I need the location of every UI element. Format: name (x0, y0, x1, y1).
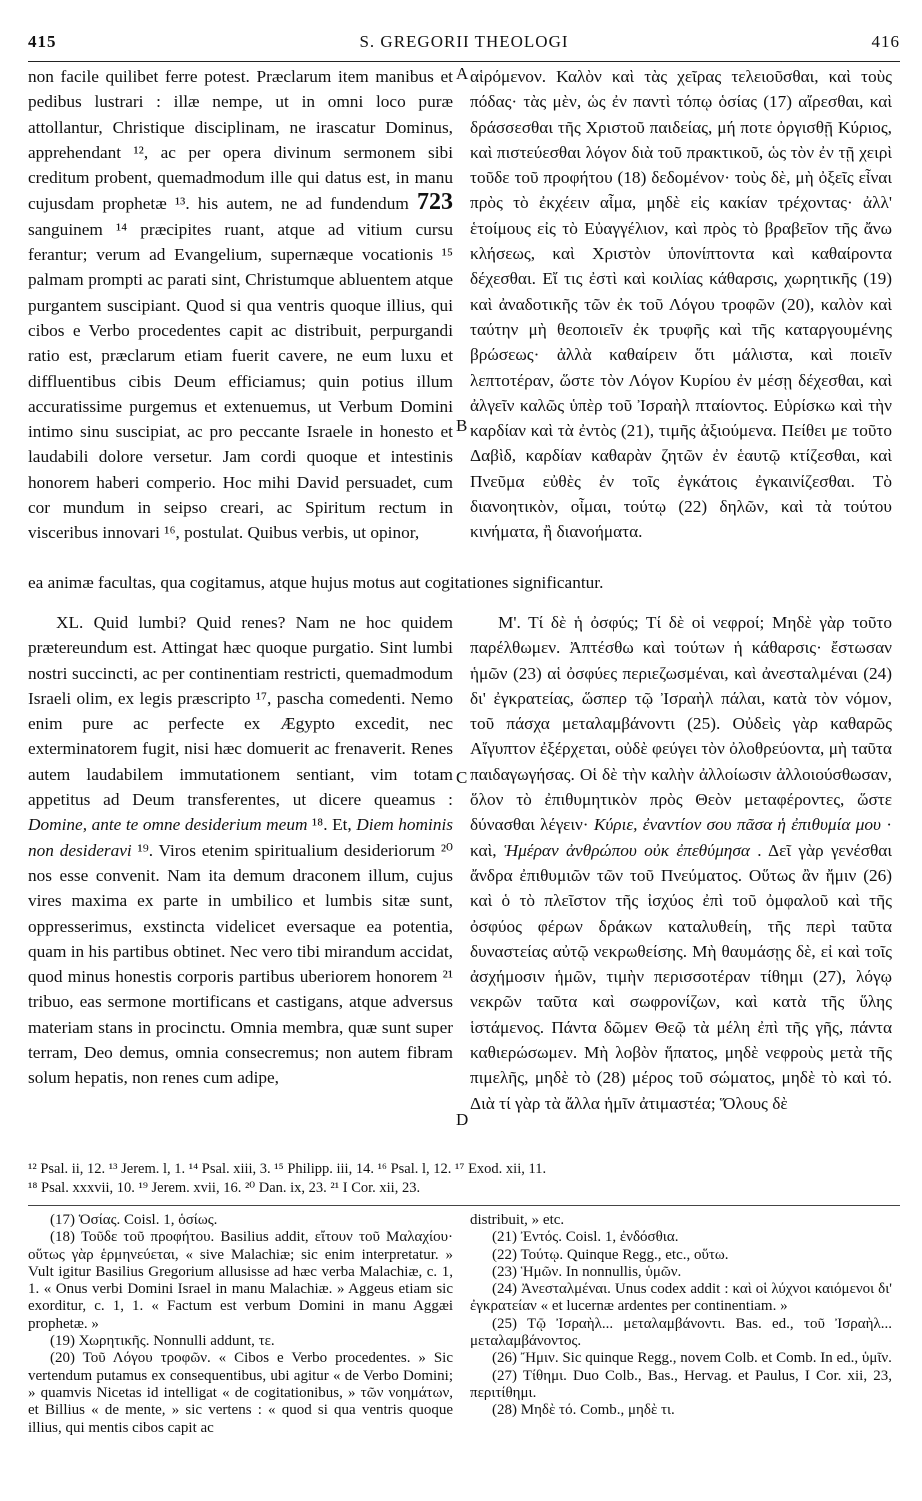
greek-quotation: Ἡμέραν ἀνθρώπου οὐκ ἐπεθύμησα (503, 840, 750, 860)
note-item: (23) Ἡμῶν. In nonnullis, ὑμῶν. (492, 1263, 682, 1280)
note-item: (19) Χωρητικῆς. Nonnulli addunt, τε. (50, 1333, 275, 1350)
latin-quotation: Domine, ante te omne desiderium meum (28, 815, 308, 835)
section-marker-d: D (456, 1110, 469, 1129)
references-line-1: ¹² Psal. ii, 12. ¹³ Jerem. l, 1. ¹⁴ Psal. xiii, 3. ¹⁵ Philipp. iii, 14. ¹⁶ Psal. l, 12. ¹⁷ Exod. xii, 11. (28, 1161, 547, 1177)
greek-text-part: . Δεῖ γὰρ γενέσθαι ἄνδρα ἐπιθυμιῶν τῶν τοῦ Πνεύματος. Οὕτως ἂν ἤμιν (26) καὶ ὁ τὸ πλεῖστον τῆς ἰσχύος ἐπὶ τοῦ ὀμφαλοῦ καὶ τῆς ὀσφύος φέρων δράκων καταλυθείη, τῆς περὶ ταῦτα δυναστείας αὐτῷ νεκρωθείσης. Μὴ θαυμάσῃς δὲ, εἰ καὶ τοῖς ἀσχήμοσιν ἡμῶν, τιμὴν περισσοτέραν τίθημι (27), λόγῳ νεκρῶν ταῦτα καὶ σωφρονίζων, καὶ κατὰ τῆς ὕλης ἱστάμενος. Πάντα δῶμεν Θεῷ τὰ μέλη ἐπὶ τῆς γῆς, πάντα καθιερώσωμεν. Μὴ λοβὸν ἥπατος, μηδὲ νεφροὺς μετὰ τῆς πιμελῆς, μηδὲ τὸ (28) μέρος τοῦ σώματος, μηδὲ τὸ καὶ τό. Διὰ τί γὰρ τὰ ἄλλα ἡμῖν ἀτιμαστέα; Ὅλους δὲ (470, 840, 892, 1113)
note-item: (17) Ὁσίας. Coisl. 1, ὁσίως. (50, 1212, 218, 1228)
greek-text-part: · καὶ, (470, 815, 892, 860)
greek-paragraph-m (470, 610, 892, 1116)
note-item: (21) Ἐντός. Coisl. 1, ἐνδόσθια. (492, 1229, 679, 1246)
note-item: (28) Μηδὲ τό. Comb., μηδὲ τι. (492, 1402, 675, 1419)
latin-column-bottom (28, 610, 453, 1091)
greek-quotation: Κύριε, ἐναντίον σου πᾶσα ἡ ἐπιθυμία μου (593, 815, 881, 835)
critical-notes-right (470, 1212, 892, 1420)
note-item: (18) Τοῦδε τοῦ προφήτου. Basilius addit, εἴτουν τοῦ Μαλαχίου· οὕτως γὰρ ἑρμηνεύεται, « sive Malachiæ; sic enim interpretatur. » Vult igitur Basilius Gregorium allusisse ad hæc verba Malachiæ, c. 1, 1. « Onus verbi Domini Israel in manu Malachiæ. » Aggeus etiam sic exorditur, c. 1, 1. « Factum est verbum Domini in manu Aggæi prophetæ. » (28, 1229, 453, 1332)
note-item: (22) Τούτῳ. Quinque Regg., etc., οὕτω. (492, 1246, 729, 1263)
latin-text-part: ¹⁸. Et, (312, 815, 352, 835)
note-item: distribuit, » etc. (470, 1212, 565, 1228)
header-rule (28, 61, 900, 62)
latin-paragraph-xl (28, 610, 453, 1091)
scripture-references (28, 1160, 892, 1198)
latin-quotation: Diem hominis non desideravi (28, 815, 453, 860)
spanning-latin-line (28, 570, 892, 595)
note-item: (20) Τοῦ Λόγου τροφῶν. « Cibos e Verbo procedentes. » Sic vertendum putamus ex consequentibus, ubi agitur « de Verbo Domini; » quamvis Nicetas id intelligat « de cogitationibus, » τῶν νοημάτων, et Billius « de mente, » sic vertens : « quod si qua ventris quoque illius, qui mentis cibos capit ac (28, 1350, 453, 1436)
latin-continuation: ea animæ facultas, qua cogitamus, atque hujus motus aut cogitationes significantur. (28, 573, 604, 592)
running-header (28, 32, 900, 58)
section-marker-c: C (456, 768, 468, 787)
greek-column-bottom (470, 610, 892, 1116)
greek-column-top (470, 64, 892, 545)
greek-paragraph: αἱρόμενον. Καλὸν καὶ τὰς χεῖρας τελειοῦσθαι, καὶ τοὺς πόδας· τὰς μὲν, ὡς ἐν παντὶ τόπῳ ὁσίας (17) αἴρεσθαι, καὶ δράσσεσθαι τῆς Χριστοῦ παιδείας, μή ποτε ὀργισθῇ Κύριος, καὶ πιστεύεσθαι λόγον διὰ τοῦ πρακτικοῦ, ὡς τὸν ἐν τῇ χειρὶ τοῦδε τοῦ προφήτου (18) δεδομένον· τοὺς δὲ, μὴ ὀξεῖς εἶναι πρὸς τὸ ἐκχέειν αἷμα, μηδὲ εἰς κακίαν τρέχοντας· ἀλλ' ἑτοίμους εἰς τὸ Εὐαγγέλιον, καὶ πρὸς τὸ βραβεῖον τῆς ἄνω κλήσεως, καὶ Χριστὸν ὑπονίπτοντα καὶ καθαίροντα δέχεσθαι. Εἴ τις ἐστὶ καὶ κοιλίας κάθαρσις, χωρητικῆς (19) καὶ ἀναδοτικῆς τῶν ἐκ τοῦ Λόγου τροφῶν (20), καλὸν καὶ ταύτην μὴ θεοποιεῖν ἐκ τρυφῆς καὶ τῆς καταργουμένης βρώσεως· ἀλλὰ καθαίρειν ὅτι μάλιστα, καὶ ποιεῖν λεπτοτέραν, ὥστε τὸν Λόγον Κυρίου ἐν μέσῃ δέχεσθαι, καὶ ἀλγεῖν καλῶς ὑπὲρ τοῦ Ἰσραὴλ πταίοντος. Εὑρίσκω καὶ τὴν καρδίαν καὶ τὰ ἐντὸς (21), τιμῆς ἀξιούμενα. Πείθει με τοῦτο Δαβὶδ, καρδίαν καθαρὰν ζητῶν ἐν ἑαυτῷ κτίζεσθαι, καὶ Πνεῦμα εὐθὲς ἐν τοῖς ἐγκάτοις ἐγκαινίζεσθαι. Τὸ διανοητικὸν, οἶμαι, τούτῳ (22) δηλῶν, καὶ τὰ τούτου κινήματα, ἢ διανοήματα. (470, 67, 892, 542)
latin-text-part: non facile quilibet ferre potest. Præclarum item manibus et pedibus lustrari : illæ nempe, ut in omni loco puræ attollantur, Christique disciplinam, ne irascatur Dominus, apprehendant ¹², ac per opera divinum sermonem sibi creditum probent, quemadmodum ille qui datus est, in manu cujusdam prophetæ ¹³. his autem, ne ad fundendum (28, 67, 453, 214)
critical-notes-left (28, 1212, 453, 1437)
section-marker-a: A (456, 64, 469, 83)
latin-text-part: XL. Quid lumbi? Quid renes? Nam ne hoc quidem prætereundum est. Attingat hæc quoque purgatio. Sint lumbi nostri succincti, ac per continentiam restricti, quemadmodum Israeli olim, ex legis præscripto ¹⁷, pascha comedenti. Nemo enim pure ac perfecte ex Ægypto excedit, nec exterminatorem fugit, nisi hæc domuerit ac frenaverit. Renes autem laudabilem immutationem sentiant, vim totam appetitus ad Deum transferentes, ut dicere queamus : (28, 613, 453, 810)
running-title: S. GREGORII THEOLOGI (359, 32, 569, 51)
section-marker-b: B (456, 416, 468, 435)
references-line-2: ¹⁸ Psal. xxxvii, 10. ¹⁹ Jerem. xvii, 16. ²⁰ Dan. ix, 23. ²¹ I Cor. xii, 23. (28, 1180, 421, 1196)
note-item: (25) Τῷ Ἰσραὴλ... μεταλαμβάνοντι. Bas. ed., τοῦ Ἰσραὴλ... μεταλαμβάνοντος. (470, 1315, 892, 1350)
latin-text-part: sanguinem ¹⁴ præcipites ruant, atque ad vitium cursu ferantur; verum ad Evangelium, supernæque vocationis ¹⁵ palmam prompti ac parati sint, Christumque abluentem atque purgantem suscipiant. Quod si qua ventris quoque illius, qui cibos e Verbo procedentes capit ac distribuit, perpurgandi ratio est, præclarum etiam fuerit cavere, ne eum luxu et diffluentibus cibis Deum efficiamus; quin potius illum accuratissime purgemus et extenuemus, ut Verbum Domini intimo sinu suscipiat, ac pro peccante Israele in honesto et laudabili dolore versetur. Jam cordi quoque et intestinis honorem haberi comperio. Hoc mihi David persuadet, cum cor mundum in seipso creari, ac Spiritum rectum in visceribus innovari ¹⁶, postulat. Quibus verbis, ut opinor, (28, 219, 453, 543)
greek-text-part: Μ'. Τί δὲ ἡ ὀσφύς; Τί δὲ οἱ νεφροί; Μηδὲ γὰρ τοῦτο παρέλθωμεν. Ἀπτέσθω καὶ τούτων ἡ κάθαρσις· ἔστωσαν ἡμῶν (23) αἱ ὀσφύες περιεζωσμέναι, καὶ ἀνεσταλμέναι (24) δι' ἐγκρατείας, ὥσπερ τῷ Ἰσραὴλ πάλαι, κατὰ τὸν νόμον, τοῦ πάσχα μεταλαμβάνοντι (25). Οὐδεὶς γὰρ καθαρῶς Αἴγυπτον ἐξέρχεται, οὐδὲ φεύγει τὸν ὀλοθρεύοντα, μὴ ταῦτα παιδαγωγήσας. Οἱ δὲ τὴν καλὴν ἀλλοίωσιν ἀλλοιούσθωσαν, ὅλον τὸ ἐπιθυμητικὸν πρὸς Θεὸν μεταφέροντες, ὥστε δύνασθαι λέγειν· (470, 613, 892, 835)
page-number-left: 415 (28, 32, 57, 51)
notes-rule (28, 1205, 900, 1206)
note-item: (27) Τίθημι. Duo Colb., Bas., Hervag. et Paulus, I Cor. xii, 23, περιτίθημι. (470, 1367, 892, 1401)
latin-column-top (28, 64, 453, 546)
note-item: (26) Ἤμιν. Sic quinque Regg., novem Colb. et Comb. In ed., ὑμῖν. (492, 1350, 892, 1367)
latin-paragraph (28, 64, 453, 546)
page-number-right: 416 (871, 32, 900, 51)
migne-column-number: 723 (417, 189, 453, 216)
note-item: (24) Ἀνεσταλμέναι. Unus codex addit : καὶ οἱ λύχνοι καιόμενοι δι' ἐγκρατείαν « et lucernæ ardentes per continentiam. » (470, 1281, 892, 1315)
latin-text-part: ¹⁹. Viros etenim spiritualium desideriorum ²⁰ nos esse convenit. Nam ita demum draconem illum, cujus vires maxima ex parte in umbilico et lumbis sitæ sunt, oppresserimus, exstincta videlicet eversaque ea potentia, quam in his partibus obtinet. Nec vero tibi mirandum accidat, quod minus honestis corporis partibus uberiorem honorem ²¹ tribuo, eas sermone mortificans et castigans, atque adversus materiam stans in procinctu. Omnia membra, quæ sunt super terram, Deo demus, omnia consecremus; non autem fibram solum hepatis, non renes cum adipe, (28, 840, 453, 1088)
